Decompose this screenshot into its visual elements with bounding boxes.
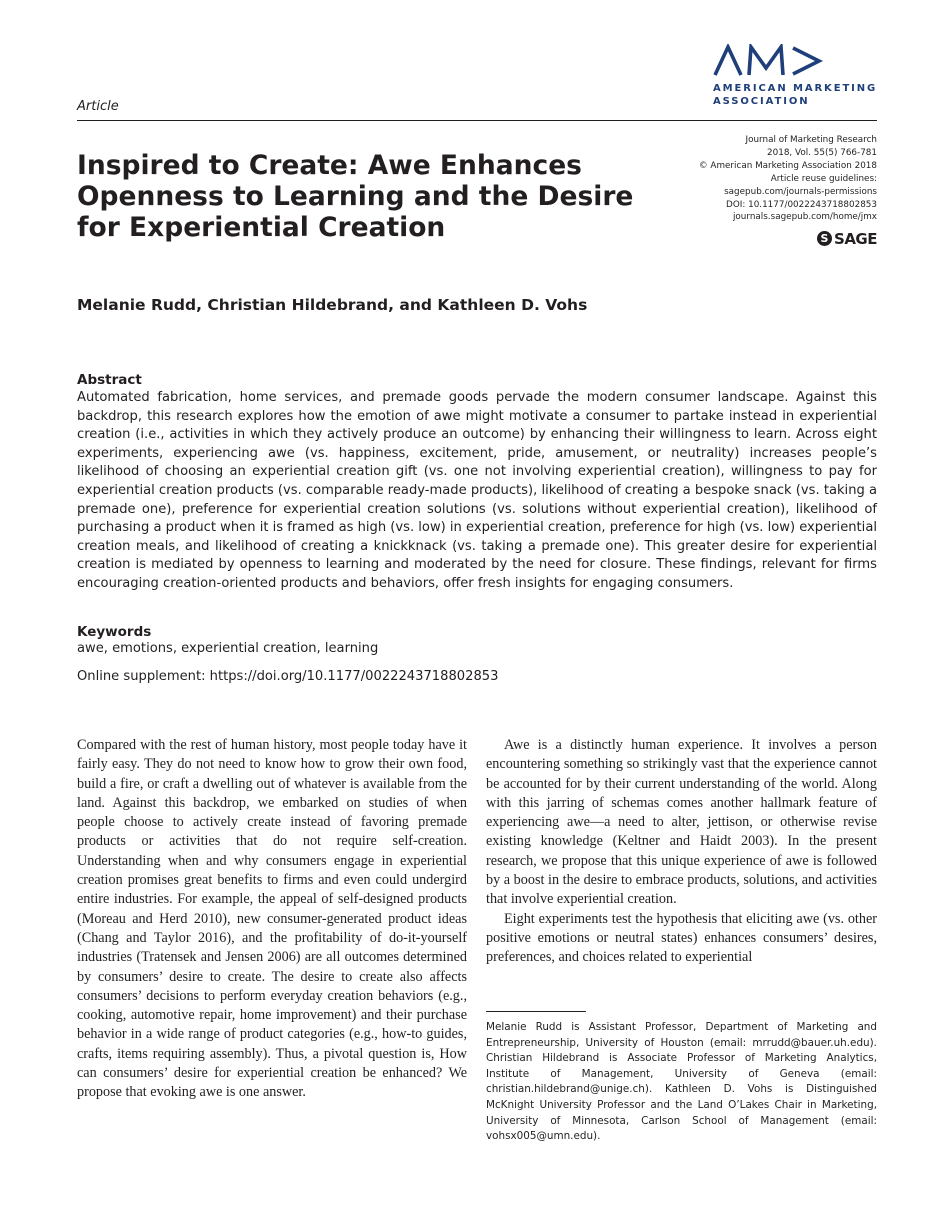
ama-logo-icon: [713, 44, 825, 78]
author-list: Melanie Rudd, Christian Hildebrand, and Kathleen D. Vohs: [77, 296, 588, 314]
abstract-text: Automated fabrication, home services, and premade goods pervade the modern consumer landscape. Against this backdrop, this research explores how the emotion of awe might motivate a consumer to partake instead in experiential creation (i.e., activities in which they actively produce an outcome) by enhancing their willingness to learn. Across eight experiments, experiencing awe (vs. happiness, excitement, pride, amusement, or neutrality) increases people’s likelihood of choosing an experiential creation gift (vs. one not involving experiential creation), willingness to pay for experiential creation products (vs. comparable ready-made products), likelihood of creating a bespoke snack (vs. taking a premade one), preference for experiential creation solutions (vs. solutions without experiential creation), likelihood of purchasing a product when it is framed as high (vs. low) in experiential creation, preference for high (vs. low) experiential creation meals, and likelihood of creating a knickknack (vs. taking a premade one). This greater desire for experiential creation is mediated by openness to learning and moderated by the need for closure. These findings, relevant for firms encouraging creation-oriented products and behaviors, offer fresh insights for engaging consumers.: [77, 390, 877, 591]
header-divider: [77, 120, 877, 121]
journal-copyright: © American Marketing Association 2018: [698, 160, 877, 171]
reuse-guidelines-label: Article reuse guidelines:: [770, 173, 877, 184]
journal-info: [699, 134, 877, 224]
sage-logo-letter: S: [817, 231, 832, 246]
keywords-text: awe, emotions, experiential creation, learning: [77, 641, 379, 656]
sage-logo-icon: [817, 229, 877, 248]
footnote-paragraph: Melanie Rudd is Assistant Professor, Department of Marketing and Entrepreneurship, University of Houston (email: mrrudd@bauer.uh.edu). Christian Hildebrand is Associate Professor of Marketing Analytics, Institute of Management, University of Geneva (email: christian.hildebrand@unige.ch). Kathleen D. Vohs is Distinguished McKnight University Professor and the Land O’Lakes Chair in Marketing, University of Minnesota, Carlson School of Management (email: vohsx005@umn.edu).: [486, 1021, 877, 1143]
body-paragraph: Awe is a distinctly human experience. It involves a person encountering something so strikingly vast that the experience cannot be accounted for by their current understanding of the world. Along with this jarring of schemas comes another hallmark feature of experiencing awe—a need to alter, jettison, or otherwise revise existing knowledge (Keltner and Haidt 2003). In the present research, we propose that this unique experience of awe is followed by a boost in the desire to embrace products, solutions, and activities that involve experiential creation.: [486, 737, 877, 908]
keywords-heading: Keywords: [77, 624, 152, 640]
ama-logo-text-line1: AMERICAN MARKETING: [713, 83, 878, 94]
ama-logo-text-line2: ASSOCIATION: [713, 96, 810, 107]
journal-home-link[interactable]: journals.sagepub.com/home/jmx: [732, 212, 877, 223]
article-title: [77, 150, 637, 243]
journal-volume: 2018, Vol. 55(5) 766-781: [767, 147, 877, 158]
title-line: for Experiential Creation: [77, 212, 446, 243]
online-supplement-link[interactable]: Online supplement: https://doi.org/10.1177/0022243718802853: [77, 669, 499, 684]
body-paragraph: Compared with the rest of human history, most people today have it fairly easy. They do not need to know how to grow their own food, build a fire, or craft a dwelling out of whatever is available from the land. Against this backdrop, we embarked on studies of when people choose to actively create instead of favoring premade products or activities that do not require self-creation. Understanding when and why consumers engage in experiential creation promises great benefits to firms and even could undergird entire industries. For example, the appeal of self-designed products (Moreau and Herd 2010), new consumer-generated product ideas (Chang and Taylor 2016), and the profitability of do-it-yourself industries (Tratensek and Jensen 2006) are all outcomes determined by consumers’ desire to create. The desire to create also affects consumers’ decisions to perform everyday creation behaviors (e.g., cooking, automotive repair, home improvement) and their purchase behavior in a wide range of product categories (e.g., how-to guides, crafts, items requiring assembly). Thus, a pivotal question is, How can consumers’ desire for experiential creation be enhanced? We propose that evoking awe is one answer.: [77, 737, 467, 1101]
doi-text[interactable]: DOI: 10.1177/0022243718802853: [726, 199, 877, 210]
author-affiliations-footnote: [486, 1020, 877, 1145]
ama-logo: [713, 44, 879, 110]
footnote-divider: [486, 1011, 586, 1012]
body-paragraph: Eight experiments test the hypothesis that eliciting awe (vs. other positive emotions or neutral states) enhances consumers’ desires, preferences, and choices related to experiential: [486, 910, 877, 966]
body-column-left: [77, 736, 467, 1103]
sage-logo-word: SAGE: [834, 229, 877, 248]
journal-name: Journal of Marketing Research: [745, 135, 877, 145]
abstract-heading: Abstract: [77, 372, 142, 388]
permissions-link[interactable]: sagepub.com/journals-permissions: [724, 186, 877, 197]
title-line: Inspired to Create: Awe Enhances: [77, 150, 582, 181]
body-column-right: [486, 736, 877, 968]
article-type-label: Article: [77, 99, 119, 114]
title-line: Openness to Learning and the Desire: [77, 181, 634, 212]
